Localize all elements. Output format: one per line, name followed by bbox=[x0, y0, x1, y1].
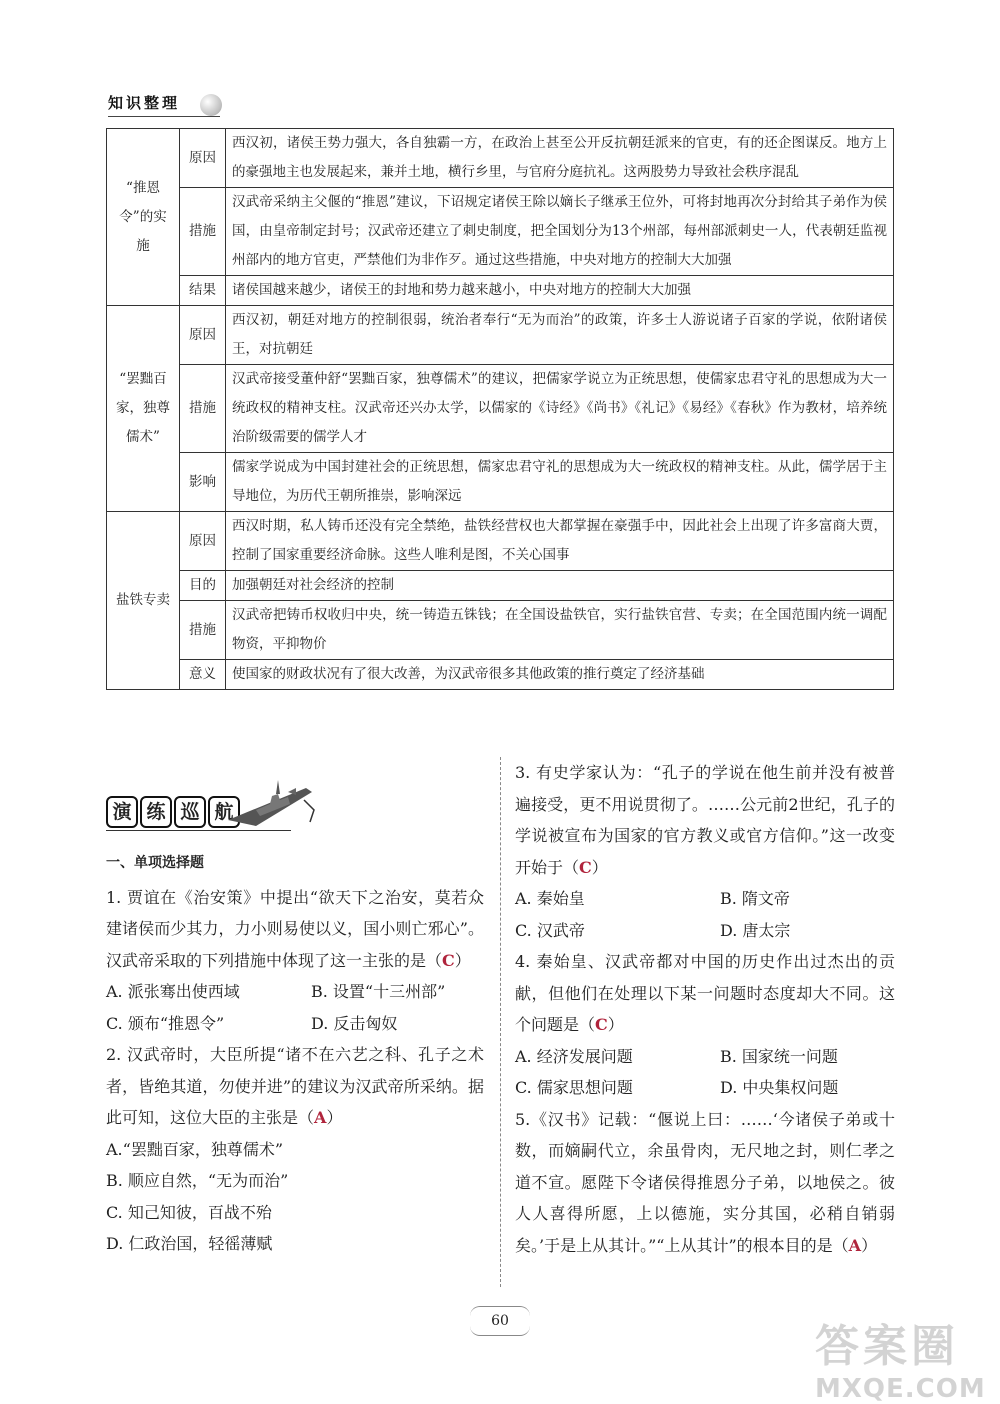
label-cell: 原因 bbox=[180, 306, 226, 365]
option-b[interactable]: B. 顺应自然，“无为而治” bbox=[106, 1171, 289, 1190]
stem-close: ） bbox=[326, 1108, 343, 1127]
table-row bbox=[107, 365, 894, 453]
questions-right-column bbox=[515, 757, 895, 1261]
table-row bbox=[107, 129, 894, 188]
watermark-logo bbox=[815, 1310, 995, 1404]
question-stem bbox=[106, 1039, 484, 1134]
content-cell: 加强朝廷对社会经济的控制 bbox=[226, 571, 894, 601]
content-cell: 西汉时期，私人铸币还没有完全禁绝，盐铁经营权也大都掌握在豪强手中，因此社会上出现了许多富商大贾，控制了国家重要经济命脉。这些人唯利是图，不关心国事 bbox=[226, 512, 894, 571]
option-c[interactable]: C. 汉武帝 bbox=[515, 920, 585, 940]
topic-cell: “罢黜百家，独尊儒术” bbox=[107, 306, 180, 512]
label-cell: 措施 bbox=[180, 365, 226, 453]
ball-icon bbox=[200, 94, 222, 116]
answer-mark: C bbox=[595, 1015, 608, 1034]
options bbox=[106, 976, 484, 1039]
topic-cell: “推恩令”的实施 bbox=[107, 129, 180, 306]
banner-char: 航 bbox=[208, 796, 240, 828]
option-b[interactable]: B. 隋文帝 bbox=[720, 889, 790, 908]
table-row bbox=[107, 571, 894, 601]
question-2 bbox=[106, 1039, 484, 1260]
options bbox=[515, 1041, 895, 1104]
option-c[interactable]: C. 儒家思想问题 bbox=[515, 1078, 633, 1097]
question-4 bbox=[515, 946, 895, 1104]
table-row bbox=[107, 276, 894, 306]
label-cell: 影响 bbox=[180, 453, 226, 512]
question-3 bbox=[515, 757, 895, 946]
content-cell: 诸侯国越来越少，诸侯王的封地和势力越来越小，中央对地方的控制大大加强 bbox=[226, 276, 894, 306]
option-d[interactable]: D. 反击匈奴 bbox=[311, 1013, 398, 1033]
page-number: 60 bbox=[470, 1306, 530, 1336]
watermark-url: MXQE.COM bbox=[815, 1374, 986, 1404]
option-a[interactable]: A. 派张骞出使西域 bbox=[106, 982, 240, 1001]
option-b[interactable]: B. 国家统一问题 bbox=[720, 1046, 838, 1066]
stem-close: ） bbox=[607, 1015, 624, 1034]
question-5 bbox=[515, 1104, 895, 1262]
questions-left-column bbox=[106, 848, 484, 1260]
topic-cell: 盐铁专卖 bbox=[107, 512, 180, 690]
practice-banner bbox=[106, 770, 306, 832]
label-cell: 原因 bbox=[180, 129, 226, 188]
option-d[interactable]: D. 唐太宗 bbox=[720, 920, 791, 940]
section-title: 知识整理 bbox=[108, 94, 181, 112]
stem-text: 4. 秦始皇、汉武帝都对中国的历史作出过杰出的贡献，但他们在处理以下某一问题时态度却大不同。这个问题是（ bbox=[515, 952, 895, 1034]
table-row bbox=[107, 660, 894, 690]
option-b[interactable]: B. 设置“十三州部” bbox=[311, 982, 446, 1001]
content-cell: 儒家学说成为中国封建社会的正统思想，儒家忠君守礼的思想成为大一统政权的精神支柱。从此，儒学居于主导地位，为历代王朝所推崇，影响深远 bbox=[226, 453, 894, 512]
content-cell: 汉武帝接受董仲舒“罢黜百家，独尊儒术”的建议，把儒家学说立为正统思想，使儒家忠君守礼的思想成为大一统政权的精神支柱。汉武帝还兴办太学，以儒家的《诗经》《尚书》《礼记》《易经》《春秋》作为教材，培养统治阶级需要的儒学人才 bbox=[226, 365, 894, 453]
content-cell: 西汉初，朝廷对地方的控制很弱，统治者奉行“无为而治”的政策，许多士人游说诸子百家的学说，依附诸侯王，对抗朝廷 bbox=[226, 306, 894, 365]
answer-mark: C bbox=[442, 950, 455, 970]
table-row bbox=[107, 306, 894, 365]
question-stem bbox=[515, 1104, 895, 1262]
label-cell: 措施 bbox=[180, 188, 226, 276]
content-cell: 西汉初，诸侯王势力强大，各自独霸一方，在政治上甚至公开反抗朝廷派来的官吏，有的还企图谋反。地方上的豪强地主也发展起来，兼并土地，横行乡里，与官府分庭抗礼。这两股势力导致社会秩序混乱 bbox=[226, 129, 894, 188]
section-header bbox=[108, 92, 228, 118]
banner-char: 演 bbox=[106, 796, 138, 828]
banner-title bbox=[106, 796, 240, 828]
banner-char: 练 bbox=[140, 796, 172, 828]
stem-text: 3. 有史学家认为：“孔子的学说在他生前并没有被普遍接受，更不用说贯彻了。……公元前2世纪，孔子的学说被宣布为国家的官方教义或官方信仰。”这一改变开始于（ bbox=[515, 763, 895, 877]
label-cell: 原因 bbox=[180, 512, 226, 571]
table-row bbox=[107, 453, 894, 512]
content-cell: 汉武帝把铸币权收归中央，统一铸造五铢钱；在全国设盐铁官，实行盐铁官营、专卖；在全国范围内统一调配物资，平抑物价 bbox=[226, 601, 894, 660]
label-cell: 结果 bbox=[180, 276, 226, 306]
answer-mark: A bbox=[848, 1235, 862, 1255]
option-a[interactable]: A. 经济发展问题 bbox=[515, 1046, 633, 1066]
table-row bbox=[107, 512, 894, 571]
option-d[interactable]: D. 中央集权问题 bbox=[720, 1078, 839, 1097]
banner-underline bbox=[106, 830, 291, 831]
stem-close: ） bbox=[454, 950, 471, 970]
question-stem bbox=[515, 946, 895, 1041]
content-cell: 使国家的财政状况有了很大改善，为汉武帝很多其他政策的推行奠定了经济基础 bbox=[226, 660, 894, 690]
question-stem bbox=[515, 757, 895, 883]
section-heading: 一、单项选择题 bbox=[106, 855, 204, 871]
label-cell: 目的 bbox=[180, 571, 226, 601]
stem-text: 5.《汉书》记载：“偃说上曰：……‘今诸侯子弟或十数，而嫡嗣代立，余虽骨肉，无尺地之封，则仁孝之道不宣。愿陛下令诸侯得推恩分子弟，以地侯之。彼人人喜得所愿，上以德施，实分其国，必稍自销弱矣。’于是上从其计。”“上从其计”的根本目的是（ bbox=[515, 1109, 895, 1255]
stem-close: ） bbox=[591, 857, 608, 877]
question-stem bbox=[106, 882, 484, 977]
table-row bbox=[107, 188, 894, 276]
stem-close: ） bbox=[861, 1235, 878, 1255]
header-underline bbox=[108, 116, 220, 117]
option-a[interactable]: A.“罢黜百家，独尊儒术” bbox=[106, 1139, 284, 1159]
options bbox=[515, 883, 895, 946]
warship-icon bbox=[226, 770, 316, 830]
option-d[interactable]: D. 仁政治国，轻徭薄赋 bbox=[106, 1234, 273, 1253]
option-c[interactable]: C. 知己知彼，百战不殆 bbox=[106, 1202, 272, 1222]
content-cell: 汉武帝采纳主父偃的“推恩”建议，下诏规定诸侯王除以嫡长子继承王位外，可将封地再次分封给其子弟作为侯国，由皇帝制定封号；汉武帝还建立了刺史制度，把全国划分为13个州部，每州部派刺史一人，代表朝廷监视州部内的地方官吏，严禁他们为非作歹。通过这些措施，中央对地方的控制大大加强 bbox=[226, 188, 894, 276]
banner-char: 巡 bbox=[174, 796, 206, 828]
option-a[interactable]: A. 秦始皇 bbox=[515, 889, 585, 908]
label-cell: 措施 bbox=[180, 601, 226, 660]
option-c[interactable]: C. 颁布“推恩令” bbox=[106, 1013, 225, 1033]
stem-text: 1. 贾谊在《治安策》中提出“欲天下之治安，莫若众建诸侯而少其力，力小则易使以义，国小则亡邪心”。汉武帝采取的下列措施中体现了这一主张的是（ bbox=[106, 887, 484, 970]
answer-mark: C bbox=[579, 857, 592, 877]
options bbox=[106, 1134, 484, 1260]
table-row bbox=[107, 601, 894, 660]
stem-text: 2. 汉武帝时，大臣所提“诸不在六艺之科、孔子之术者，皆绝其道，勿使并进”的建议为汉武帝所采纳。据此可知，这位大臣的主张是（ bbox=[106, 1045, 484, 1127]
label-cell: 意义 bbox=[180, 660, 226, 690]
column-divider bbox=[500, 757, 501, 1287]
knowledge-table bbox=[106, 128, 894, 690]
watermark-text: 答案圈 bbox=[815, 1321, 959, 1372]
answer-mark: A bbox=[314, 1108, 327, 1127]
question-1 bbox=[106, 882, 484, 1040]
